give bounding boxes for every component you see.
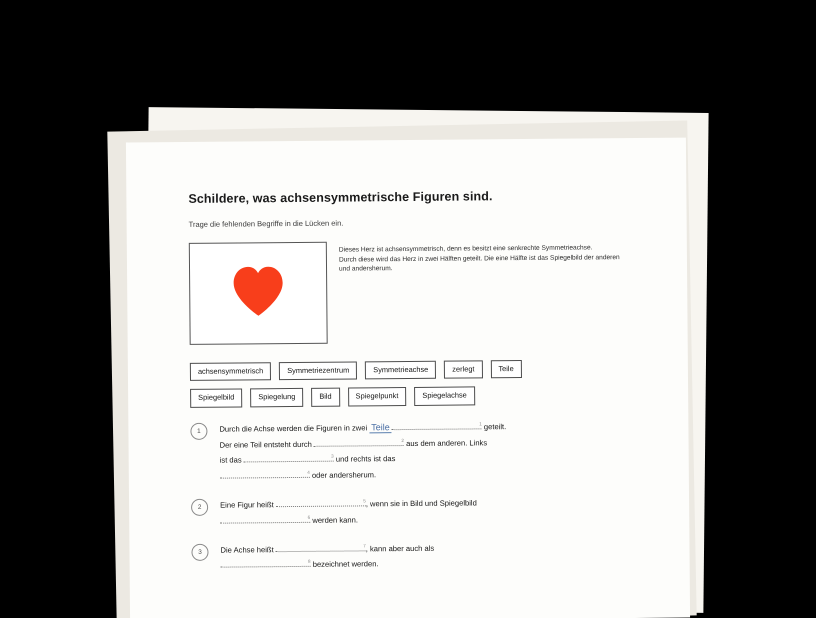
task-item <box>191 538 649 574</box>
blank-marker: 3 <box>331 454 334 460</box>
blank-marker: 8 <box>307 559 311 565</box>
task-item <box>191 494 649 530</box>
heart-icon <box>230 263 286 319</box>
task-text-fragment: bezeichnet werden. <box>310 559 379 570</box>
blank-marker: 4 <box>307 470 310 476</box>
figure-section <box>189 239 648 345</box>
blank-marker: 2 <box>401 437 404 443</box>
word-bank-row-1 <box>190 359 648 381</box>
instruction-text: Trage die fehlenden Begriffe in die Lücken ein. <box>188 218 344 229</box>
word-chip[interactable]: Spiegelachse <box>414 387 475 406</box>
task-text-fragment: Eine Figur heißt <box>220 500 276 510</box>
word-chip[interactable]: Spiegelpunkt <box>348 387 407 406</box>
word-chip[interactable]: Symmetriezentrum <box>279 361 357 380</box>
answer-blank[interactable] <box>314 436 404 447</box>
answer-blank[interactable] <box>244 452 334 463</box>
answer-blank[interactable] <box>221 557 311 568</box>
word-chip[interactable]: Spiegelung <box>250 388 303 407</box>
task-text-fragment: , wenn sie in Bild und Spiegelbild <box>365 498 477 509</box>
task-text-fragment: oder andersherum. <box>309 470 377 481</box>
word-chip[interactable]: Teile <box>490 360 521 379</box>
answer-blank[interactable] <box>220 513 310 524</box>
figure-caption <box>339 239 629 274</box>
task-text-fragment: geteilt. <box>481 421 507 432</box>
worksheet-content <box>126 138 690 618</box>
task-text-fragment: ist das <box>219 455 244 466</box>
word-chip[interactable]: Bild <box>311 388 339 407</box>
word-chip[interactable]: zerlegt <box>444 360 482 379</box>
task-text-fragment: , kann aber auch als <box>365 543 435 553</box>
blank-marker: 1 <box>479 421 482 427</box>
answer-blank[interactable] <box>276 496 366 507</box>
task-text <box>219 419 506 485</box>
word-bank <box>190 359 648 408</box>
blank-marker: 7 <box>363 543 366 549</box>
worksheet-page <box>126 138 690 618</box>
blank-marker: 5 <box>363 498 366 504</box>
task-number: 2 <box>191 499 208 516</box>
word-chip[interactable]: achsensymmetrisch <box>190 362 271 381</box>
task-text-fragment: und rechts ist das <box>333 454 396 465</box>
figure-caption-line-2: Durch diese wird das Herz in zwei Hälften geteilt. Die eine Hälfte ist das Spiegelbild der anderen und andersherum. <box>338 253 620 273</box>
task-number: 1 <box>190 423 207 440</box>
word-bank-row-2 <box>190 385 648 407</box>
task-text <box>220 495 477 529</box>
task-list <box>190 418 649 574</box>
task-item <box>190 418 649 485</box>
task-text <box>220 540 434 573</box>
page-title: Schildere, was achsensymmetrische Figuren sind. <box>188 189 493 206</box>
task-text-fragment: werden kann. <box>310 515 358 525</box>
task-text-fragment: Die Achse heißt <box>220 544 276 555</box>
task-number: 3 <box>191 543 208 560</box>
answer-blank[interactable] <box>392 419 482 430</box>
answer-filled-input[interactable]: Teile <box>369 423 392 433</box>
figure-caption-line-1: Dieses Herz ist achsensymmetrisch, denn es besitzt eine senkrechte Symmetrieachse. <box>338 244 593 254</box>
task-text-fragment: Der eine Teil entsteht durch <box>219 439 315 450</box>
task-text-fragment: aus dem anderen. Links <box>403 437 488 448</box>
figure-frame <box>189 242 328 345</box>
answer-blank[interactable] <box>276 541 366 552</box>
word-chip[interactable]: Spiegelbild <box>190 389 242 408</box>
blank-marker: 6 <box>307 514 311 520</box>
word-chip[interactable]: Symmetrieachse <box>365 361 436 380</box>
answer-blank[interactable] <box>220 468 310 479</box>
task-text-fragment: Durch die Achse werden die Figuren in zwei <box>219 423 370 434</box>
